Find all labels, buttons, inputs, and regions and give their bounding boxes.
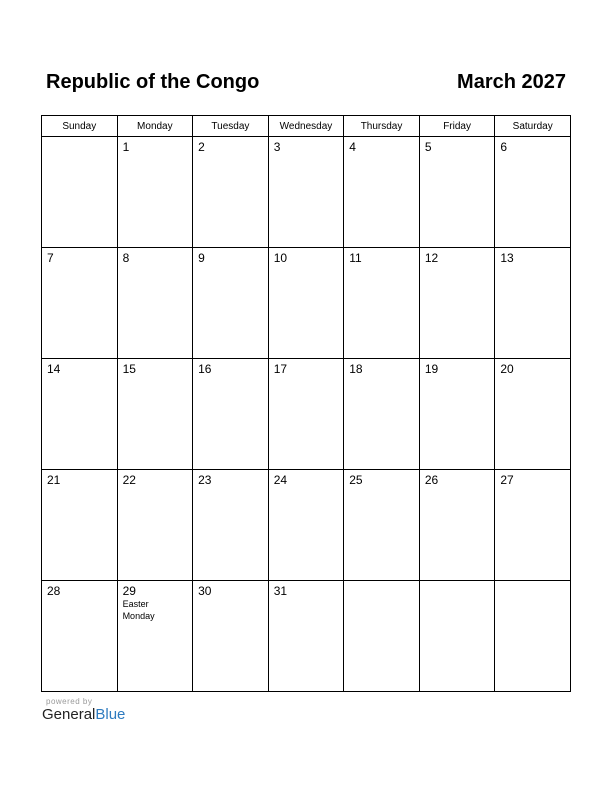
weekday-header-row [42, 116, 571, 137]
weekday-saturday: Saturday [495, 116, 571, 137]
week-row-2 [42, 248, 571, 359]
day-number: 20 [500, 362, 514, 376]
day-cell [344, 470, 420, 581]
day-cell [268, 248, 344, 359]
day-cell [419, 137, 495, 248]
day-cell [117, 359, 193, 470]
month-calendar-grid [41, 115, 571, 692]
day-number: 7 [47, 251, 54, 265]
day-number: 22 [122, 473, 136, 487]
day-cell [419, 248, 495, 359]
day-number: 21 [47, 473, 61, 487]
logo-general-text: General [42, 706, 96, 723]
day-number: 27 [500, 473, 514, 487]
day-cell [495, 248, 571, 359]
day-number: 13 [500, 251, 514, 265]
day-cell [42, 470, 118, 581]
holiday-label: Easter Monday [122, 599, 155, 621]
day-number: 24 [273, 473, 288, 487]
month-title: March 2027 [457, 71, 566, 93]
weekday-friday: Friday [419, 116, 495, 137]
day-cell [419, 470, 495, 581]
day-number: 18 [349, 362, 363, 376]
day-number: 3 [273, 140, 281, 154]
country-title: Republic of the Congo [46, 71, 260, 93]
day-number: 17 [273, 362, 288, 376]
day-number: 2 [198, 140, 205, 154]
day-number [495, 581, 570, 584]
day-number: 30 [198, 584, 212, 598]
day-cell [268, 137, 344, 248]
day-cell [268, 359, 344, 470]
day-number: 14 [47, 362, 61, 376]
day-number: 12 [424, 251, 439, 265]
day-number: 10 [273, 251, 288, 265]
day-number: 23 [198, 473, 212, 487]
day-number: 19 [424, 362, 439, 376]
day-cell [42, 137, 118, 248]
day-cell [344, 359, 420, 470]
day-cell [495, 581, 571, 692]
day-cell [419, 581, 495, 692]
day-number: 29 [122, 584, 136, 598]
day-number: 31 [273, 584, 288, 598]
day-cell [419, 359, 495, 470]
day-cell [193, 581, 269, 692]
day-cell [117, 137, 193, 248]
day-number: 15 [122, 362, 136, 376]
day-number: 16 [198, 362, 212, 376]
day-number: 11 [349, 251, 362, 265]
weekday-tuesday: Tuesday [193, 116, 269, 137]
day-cell [495, 470, 571, 581]
day-cell [193, 137, 269, 248]
day-cell [193, 470, 269, 581]
day-cell [193, 359, 269, 470]
weekday-wednesday: Wednesday [268, 116, 344, 137]
day-cell [344, 137, 420, 248]
day-number: 4 [349, 140, 356, 154]
day-number: 1 [122, 140, 130, 154]
powered-by-text: powered by [46, 697, 93, 706]
day-cell [42, 248, 118, 359]
day-number [420, 581, 495, 584]
day-number [344, 581, 419, 584]
day-cell [495, 359, 571, 470]
week-row-4 [42, 470, 571, 581]
day-cell [268, 470, 344, 581]
day-number: 9 [198, 251, 205, 265]
day-cell [495, 137, 571, 248]
day-cell [344, 248, 420, 359]
day-cell [344, 581, 420, 692]
day-number: 28 [47, 584, 61, 598]
week-row-3 [42, 359, 571, 470]
week-row-1 [42, 137, 571, 248]
calendar-header [46, 71, 566, 97]
day-number: 25 [349, 473, 363, 487]
weekday-monday: Monday [117, 116, 193, 137]
day-number: 5 [424, 140, 432, 154]
week-row-5 [42, 581, 571, 692]
weekday-thursday: Thursday [344, 116, 420, 137]
day-number [42, 137, 117, 140]
day-number: 6 [500, 140, 508, 154]
day-cell [42, 359, 118, 470]
logo-blue-text: Blue [95, 706, 126, 723]
day-cell [193, 248, 269, 359]
generalblue-logo [42, 706, 125, 724]
day-number: 26 [424, 473, 439, 487]
day-number: 8 [122, 251, 130, 265]
day-cell [42, 581, 118, 692]
weekday-sunday: Sunday [42, 116, 118, 137]
day-cell [117, 248, 193, 359]
footer-branding [42, 697, 125, 724]
day-cell [117, 470, 193, 581]
day-cell-holiday [117, 581, 193, 692]
day-cell [268, 581, 344, 692]
